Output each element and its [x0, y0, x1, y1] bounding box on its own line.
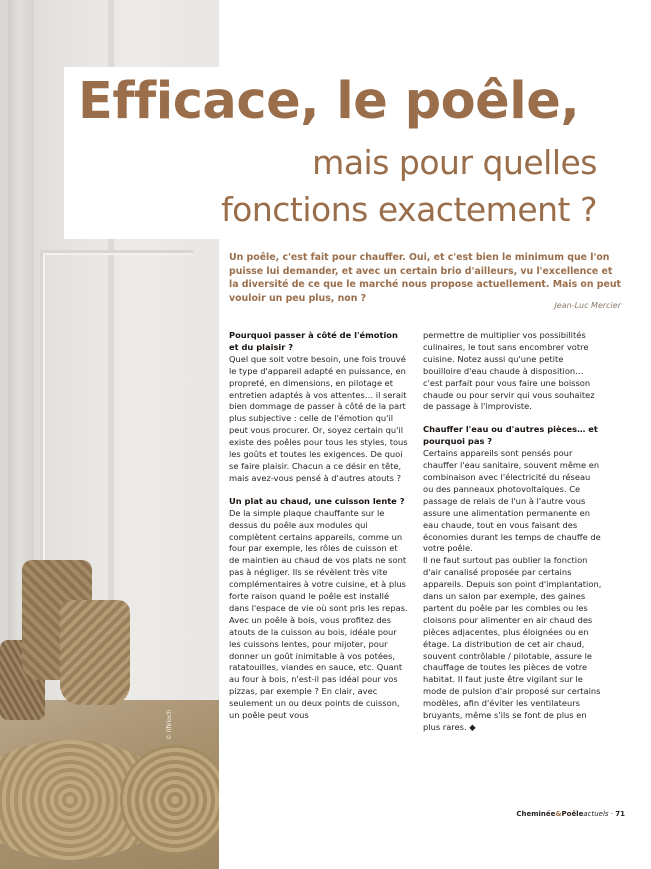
magazine-name-suffix: actuels: [583, 810, 609, 818]
magazine-name: Cheminée: [516, 810, 556, 818]
section-body: Quel que soit votre besoin, une fois trouvé le type d'appareil adapté en puissance, en propreté, en dimensions, en pilotage et entretien adaptés à vos attentes… il serait bien dommage de passer à côté de la part plus subjective : celle de l'émotion qu'il peut vous procurer. Or, soyez certain qu'il existe des poêles pour tous les styles, tous les goûts et toutes les exigences. De quoi se faire plaisir. Chacun a ce désir en tête, mais avez-vous pensé à d'autres atouts ?: [229, 353, 408, 483]
title-line-1: Efficace, le poêle,: [78, 72, 580, 131]
article-author: Jean-Luc Mercier: [554, 301, 621, 310]
photo-credit: © Ilfirioch: [166, 709, 173, 740]
section-body: De la simple plaque chauffante sur le dessus du poêle aux modules qui complètent certains appareils, comme un four par exemple, les rôles de cuisson et de maintien au chaud de vos plats ne sont pas à négliger. Ils se révèlent très vite complémentaires à votre cuisine, et à plus forte raison quand le poêle est installé dans l'espace de vie où sont pris les repas. Avec un poêle à bois, vous profitez des atouts de la cuisson au bois, idéale pour les cuissons lentes, pour mijoter, pour donner un goût inimitable à vos potées, ratatouilles, viandes en sauce, etc. Quant au four à bois, n'est-il pas idéal pour vos pizzas, par exemple ? En clair, avec seulement un ou deux points de cuisson, un poêle peut vous: [229, 507, 408, 721]
title-line-2: mais pour quelles: [312, 143, 597, 182]
text-column-1: [229, 330, 409, 733]
page-footer: [516, 810, 625, 818]
basket: [60, 600, 130, 705]
woven-pouf: [120, 745, 219, 855]
magazine-name-amp: &: [555, 810, 562, 818]
text-column-2: [423, 330, 603, 745]
footer-separator: ·: [608, 810, 616, 818]
title-line-3: fonctions exactement ?: [221, 190, 597, 229]
magazine-name: Poêle: [561, 810, 584, 818]
article-intro: Un poêle, c'est fait pour chauffer. Oui, et c'est bien le minimum que l'on puisse lui demander, et avec un certain brio d'ailleurs, vu l'excellence et la diversité de ce que le marché nous propose actuellement. Mais on peut vouloir un peu plus, non ?: [229, 252, 622, 304]
section-body: Il ne faut surtout pas oublier la fonction d'air canalisé proposée par certains appareils. Depuis son point d'implantation, dans un salon par exemple, des gaines partent du poêle par les combles ou les cloisons pour alimenter en air chaud des pièces adjacentes, plus éloignées ou en étage. La distribution de cet air chaud, souvent contrôlable / pilotable, assure le chauffage de toutes les pièces de votre habitat. Il faut juste être vigilant sur le mode de pulsion d'air proposé sur certains modèles, afin d'éviter les ventilateurs bruyants, même s'ils se font de plus en plus rares. ◆: [423, 555, 602, 732]
section-heading: Pourquoi passer à côté de l'émotion et du plaisir ?: [229, 330, 398, 352]
section-body: permettre de multiplier vos possibilités culinaires, le tout sans encombrer votre cuisine. Notez aussi qu'une petite bouilloire d'eau chaude à disposition… c'est parfait pour vous faire une boisson chaude ou pour servir qui vous souhaitez de passage à l'improviste.: [423, 330, 595, 412]
section-body: Certains appareils sont pensés pour chauffer l'eau sanitaire, souvent même en combinaison avec l'électricité du réseau ou des panneaux photovoltaïques. Ce passage de relais de l'un à l'autre vous assure une alimentation permanente en eau chaude, tout en vous faisant des économies durant les temps de chauffe de votre poêle.: [423, 448, 601, 554]
page-number: 71: [615, 810, 625, 818]
section-heading: Un plat au chaud, une cuisson lente ?: [229, 495, 405, 506]
section-heading: Chauffer l'eau ou d'autres pièces… et pourquoi pas ?: [423, 424, 598, 447]
